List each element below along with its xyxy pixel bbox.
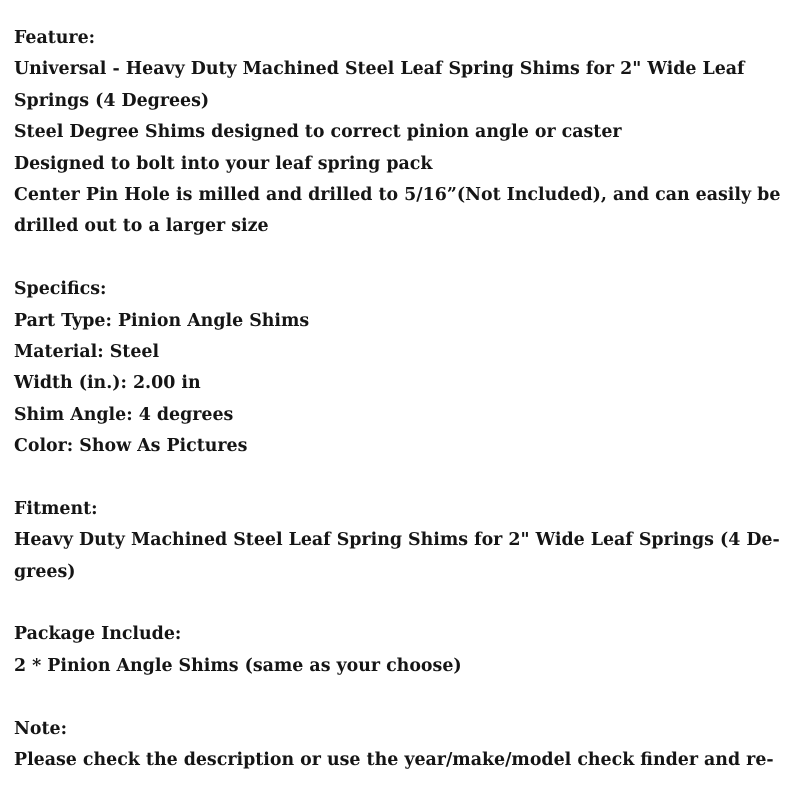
feature-line: Designed to bolt into your leaf spring pack [14,153,433,174]
section-spacer [14,243,794,274]
specifics-heading: Specifics: [14,279,107,300]
section-spacer [14,588,794,619]
feature-line: drilled out to a larger size [14,216,269,237]
feature-line: Steel Degree Shims designed to correct pinion angle or caster [14,122,622,143]
section-spacer [14,462,794,493]
feature-section [14,23,794,243]
spec-width: Width (in.): 2.00 in [14,373,201,394]
package-heading: Package Include: [14,624,182,645]
note-section [14,714,794,777]
feature-heading: Feature: [14,28,96,48]
spec-material: Material: Steel [14,341,160,362]
fitment-section [14,494,794,588]
spec-part-type: Part Type: Pinion Angle Shims [14,310,310,331]
feature-line: Universal - Heavy Duty Machined Steel Leaf Spring Shims for 2" Wide Leaf [14,59,745,80]
fitment-heading: Fitment: [14,498,98,519]
feature-line: Center Pin Hole is milled and drilled to 5/16”(Not Included), and can easily be [14,184,781,205]
section-spacer [14,682,794,713]
spec-color: Color: Show As Pictures [14,436,248,457]
package-section [14,619,794,682]
note-heading: Note: [14,718,68,739]
specifics-section [14,274,794,462]
spec-shim-angle: Shim Angle: 4 degrees [14,404,234,425]
fitment-line: Heavy Duty Machined Steel Leaf Spring Shims for 2" Wide Leaf Springs (4 De- [14,530,780,551]
note-line: Please check the description or use the year/make/model check finder and re- [14,749,774,770]
product-description [14,23,794,776]
fitment-line: grees) [14,561,76,582]
package-line: 2 * Pinion Angle Shims (same as your choose) [14,655,462,676]
feature-line: Springs (4 Degrees) [14,90,210,111]
